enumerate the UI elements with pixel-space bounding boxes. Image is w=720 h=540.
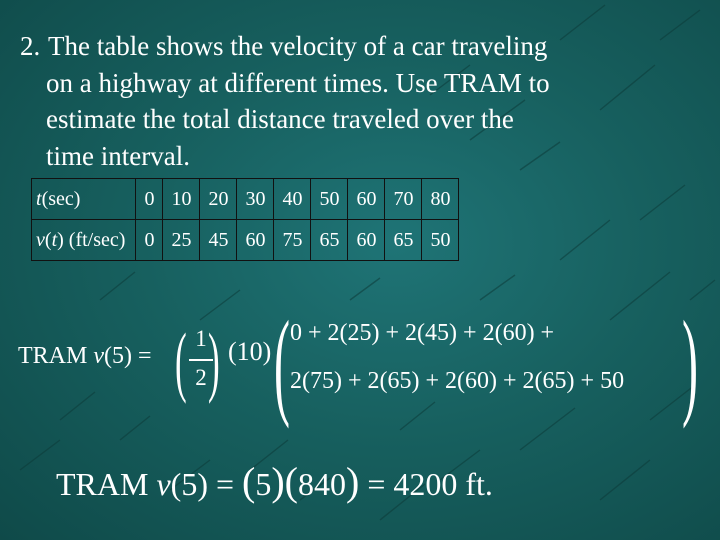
eq2-lhs-prefix: TRAM <box>56 466 149 502</box>
problem-number: 2. <box>20 31 41 61</box>
eq2-lhs-var: v <box>156 466 171 502</box>
velocity-cell: 75 <box>274 220 311 261</box>
time-cell: 20 <box>200 179 237 220</box>
problem-line-4: time interval. <box>46 140 190 171</box>
velocity-table <box>31 178 459 261</box>
eq2-factor-1: 5 <box>255 466 272 502</box>
eq1-sum-line-1: 0 + 2(25) + 2(45) + 2(60) + <box>290 320 555 346</box>
velocity-cell: 60 <box>237 220 274 261</box>
eq2-equals: = <box>215 466 235 502</box>
eq1-frac-open-paren: ( <box>175 317 187 404</box>
eq1-frac-close-paren: ) <box>208 317 220 404</box>
velocity-row-header: v(t) (ft/sec) <box>32 220 136 261</box>
time-row-header: t(sec) <box>32 179 136 220</box>
eq1-frac-numerator: 1 <box>195 326 207 351</box>
eq1-lhs: TRAM v(5) = <box>18 343 152 369</box>
problem-statement <box>20 28 680 174</box>
problem-line-2: on a highway at different times. Use TRAM to <box>46 67 550 98</box>
eq1-sum-close-paren: ) <box>682 296 698 429</box>
velocity-cell: 60 <box>348 220 385 261</box>
time-cell: 50 <box>311 179 348 220</box>
eq1-frac-denominator: 2 <box>195 365 207 390</box>
velocity-cell: 45 <box>200 220 237 261</box>
velocity-cell: 50 <box>422 220 459 261</box>
time-cell: 30 <box>237 179 274 220</box>
time-cell: 60 <box>348 179 385 220</box>
time-cell: 10 <box>163 179 200 220</box>
eq2-equals-2: = <box>367 466 386 502</box>
time-cell: 0 <box>136 179 163 220</box>
eq2-factor-2: 840 <box>297 466 346 502</box>
eq1-sum-line-2: 2(75) + 2(65) + 2(60) + 2(65) + 50 <box>290 368 625 394</box>
eq1-sum-open-paren: ( <box>274 296 290 429</box>
tram-equation-2: TRAM v(5) = (5)(840) = 4200 ft. <box>56 459 493 504</box>
velocity-cell: 65 <box>385 220 422 261</box>
problem-line-1: The table shows the velocity of a car traveling <box>48 31 548 61</box>
time-cell: 70 <box>385 179 422 220</box>
velocity-cell: 25 <box>163 220 200 261</box>
eq1-factor: (10) <box>228 337 272 366</box>
time-row <box>32 179 459 220</box>
eq2-result: 4200 ft. <box>393 466 493 502</box>
problem-line-3: estimate the total distance traveled over the <box>46 104 514 134</box>
velocity-cell: 65 <box>311 220 348 261</box>
time-cell: 80 <box>422 179 459 220</box>
velocity-cell: 0 <box>136 220 163 261</box>
eq2-lhs-arg: (5) <box>170 466 208 502</box>
velocity-row <box>32 220 459 261</box>
time-cell: 40 <box>274 179 311 220</box>
